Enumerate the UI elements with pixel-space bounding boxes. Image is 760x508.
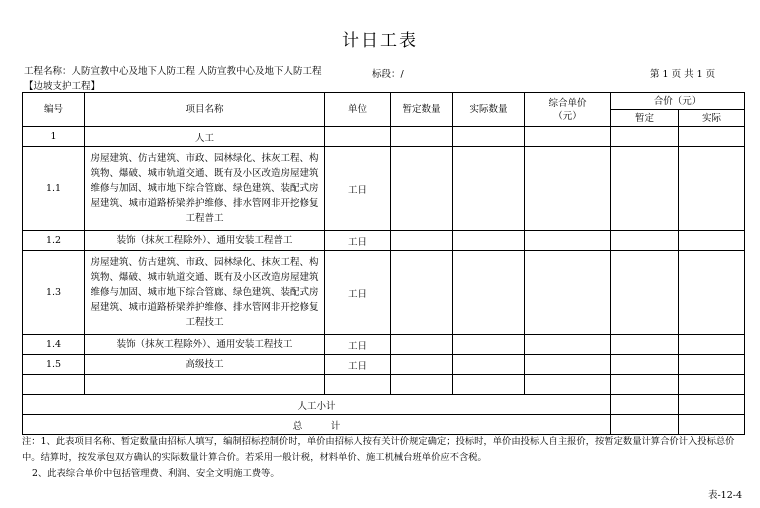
cell-seq: 1.3 — [23, 251, 85, 335]
cell-unit: 工日 — [325, 147, 391, 231]
total-row — [23, 415, 745, 435]
header-total: 合价（元） — [611, 93, 745, 110]
notes — [22, 434, 744, 482]
header-unit-price: 综合单价（元） — [525, 93, 611, 127]
daywork-table — [22, 92, 745, 435]
cell-name — [85, 375, 325, 395]
cell-name: 人工 — [85, 127, 325, 147]
cell-seq: 1 — [23, 127, 85, 147]
subtotal-row — [23, 395, 745, 415]
cell-unit: 工日 — [325, 231, 391, 251]
note-1: 注：1、此表项目名称、暂定数量由招标人填写，编制招标控制价时，单价由招标人按有关计价规定确定；投标时，单价由投标人自主报价，按暂定数量计算合价计入投标总价中。结算时，按发承包双方确认的实际数量计算合价。若采用一般计税，材料单价、施工机械台班单价应不含税。 — [22, 436, 735, 463]
cell-unit: 工日 — [325, 335, 391, 355]
form-code: 表-12-4 — [707, 490, 742, 501]
header-total-actual: 实际 — [679, 110, 745, 127]
cell-seq: 1.4 — [23, 335, 85, 355]
page-number: 第 1 页 共 1 页 — [650, 69, 716, 80]
table-row — [23, 335, 745, 355]
header-name: 项目名称 — [85, 93, 325, 127]
header-actual-qty: 实际数量 — [453, 93, 525, 127]
project-name: 工程名称：人防宣教中心及地下人防工程 人防宣教中心及地下人防工程 【边坡支护工程】 — [24, 66, 322, 92]
table-row — [23, 251, 745, 335]
cell-unit — [325, 375, 391, 395]
table-row — [23, 127, 745, 147]
section-label: 标段：/ — [372, 69, 404, 80]
cell-name: 高级技工 — [85, 355, 325, 375]
table-row — [23, 355, 745, 375]
cell-unit: 工日 — [325, 251, 391, 335]
cell-unit: 工日 — [325, 355, 391, 375]
subtotal-label: 人工小计 — [23, 395, 611, 415]
cell-seq: 1.1 — [23, 147, 85, 231]
note-2: 2、此表综合单价中包括管理费、利润、安全文明施工费等。 — [32, 468, 280, 479]
table-row — [23, 147, 745, 231]
table-row — [23, 375, 745, 395]
cell-name: 房屋建筑、仿古建筑、市政、园林绿化、抹灰工程、构筑物、爆破、城市轨道交通、既有及小区改造房屋建筑维修与加固、城市地下综合管廊、绿色建筑、装配式房屋建筑、城市道路桥梁养护维修、排水管网非开挖修复工程技工 — [85, 251, 325, 335]
header-prov-qty: 暂定数量 — [391, 93, 453, 127]
cell-name: 装饰（抹灰工程除外）、通用安装工程普工 — [85, 231, 325, 251]
total-label: 总 计 — [23, 415, 611, 435]
page-title: 计日工表 — [342, 31, 418, 51]
cell-name: 装饰（抹灰工程除外）、通用安装工程技工 — [85, 335, 325, 355]
cell-seq: 1.2 — [23, 231, 85, 251]
cell-seq: 1.5 — [23, 355, 85, 375]
table-row — [23, 231, 745, 251]
cell-name: 房屋建筑、仿古建筑、市政、园林绿化、抹灰工程、构筑物、爆破、城市轨道交通、既有及小区改造房屋建筑维修与加固、城市地下综合管廊、绿色建筑、装配式房屋建筑、城市道路桥梁养护维修、排水管网非开挖修复工程普工 — [85, 147, 325, 231]
header-unit: 单位 — [325, 93, 391, 127]
header-total-prov: 暂定 — [611, 110, 679, 127]
header-seq: 编号 — [23, 93, 85, 127]
cell-seq — [23, 375, 85, 395]
header-row — [23, 93, 745, 110]
cell-unit — [325, 127, 391, 147]
